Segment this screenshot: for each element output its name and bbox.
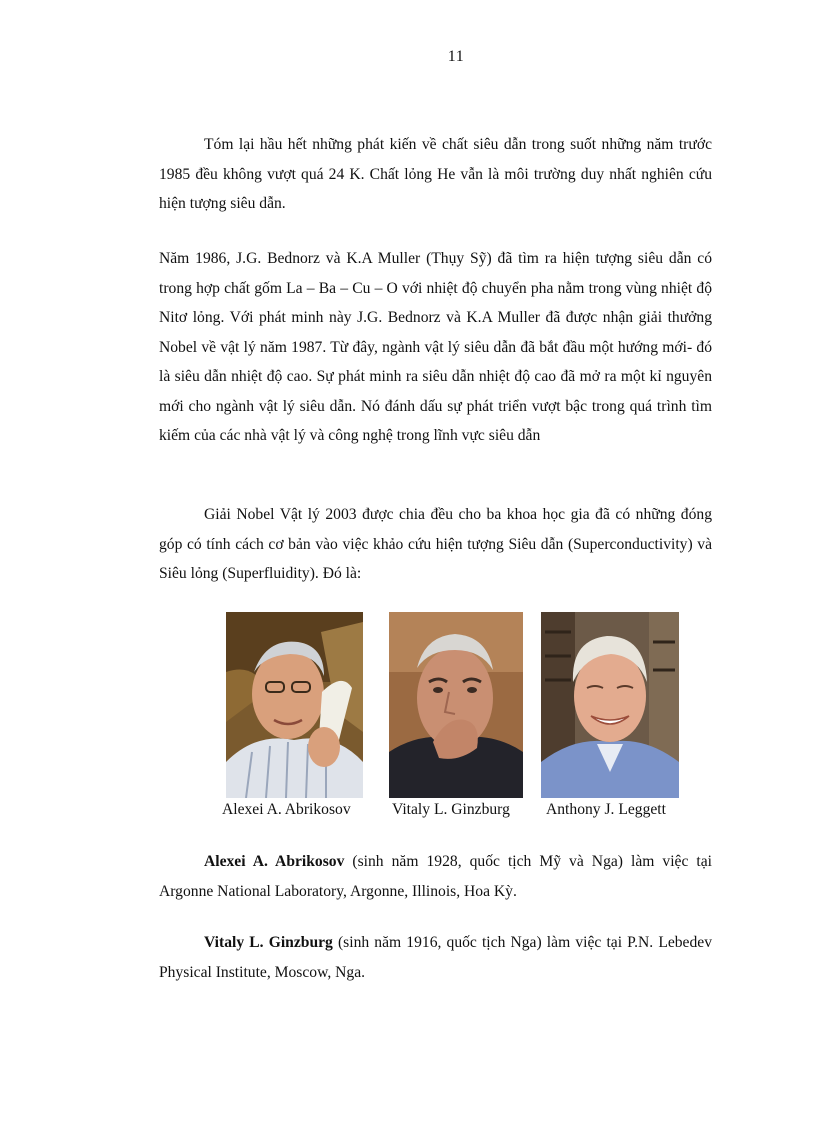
photo-caption-leggett: Anthony J. Leggett — [546, 801, 666, 818]
paragraph-abrikosov — [159, 847, 712, 906]
name-ginzburg: Vitaly L. Ginzburg — [204, 934, 333, 951]
photo-ginzburg — [389, 612, 523, 798]
paragraph-bednorz-muller: Năm 1986, J.G. Bednorz và K.A Muller (Thụy Sỹ) đã tìm ra hiện tượng siêu dẫn có trong hợp chất gốm La – Ba – Cu – O với nhiệt độ chuyển pha nằm trong vùng nhiệt độ Nitơ lỏng. Với phát minh này J.G. Bednorz và K.A Muller đã được nhận giải thưởng Nobel về vật lý năm 1987. Từ đây, ngành vật lý siêu dẫn đã bắt đầu một hướng mới- đó là siêu dẫn nhiệt độ cao. Sự phát minh ra siêu dẫn nhiệt độ cao đã mở ra một kỉ nguyên mới cho ngành vật lý siêu dẫn. Nó đánh dấu sự phát triển vượt bậc trong quá trình tìm kiếm của các nhà vật lý và công nghệ trong lĩnh vực siêu dẫn — [159, 250, 712, 444]
page-number: 11 — [447, 48, 465, 65]
paragraph-nobel-2003: Giải Nobel Vật lý 2003 được chia đều cho ba khoa học gia đã có những đóng góp có tính cách cơ bản vào việc khảo cứu hiện tượng Siêu dẫn (Superconductivity) và Siêu lỏng (Superfluidity). Đó là: — [159, 506, 712, 582]
bio-ginzburg: (sinh năm 1916, quốc tịch Nga) làm việc tại P.N. Lebedev Physical Institute, Moscow, Nga. — [159, 934, 712, 981]
photo-abrikosov — [226, 612, 363, 798]
name-abrikosov: Alexei A. Abrikosov — [204, 853, 345, 870]
photo-caption-abrikosov: Alexei A. Abrikosov — [222, 801, 351, 818]
photo-leggett — [541, 612, 679, 798]
paragraph-summary: Tóm lại hầu hết những phát kiến về chất siêu dẫn trong suốt những năm trước 1985 đều không vượt quá 24 K. Chất lỏng He vẫn là môi trường duy nhất nghiên cứu hiện tượng siêu dẫn. — [159, 136, 712, 212]
photo-caption-ginzburg: Vitaly L. Ginzburg — [392, 801, 510, 818]
paragraph-ginzburg — [159, 928, 712, 987]
bio-abrikosov: (sinh năm 1928, quốc tịch Mỹ và Nga) làm việc tại Argonne National Laboratory, Argonne, Illinois, Hoa Kỳ. — [159, 853, 712, 900]
